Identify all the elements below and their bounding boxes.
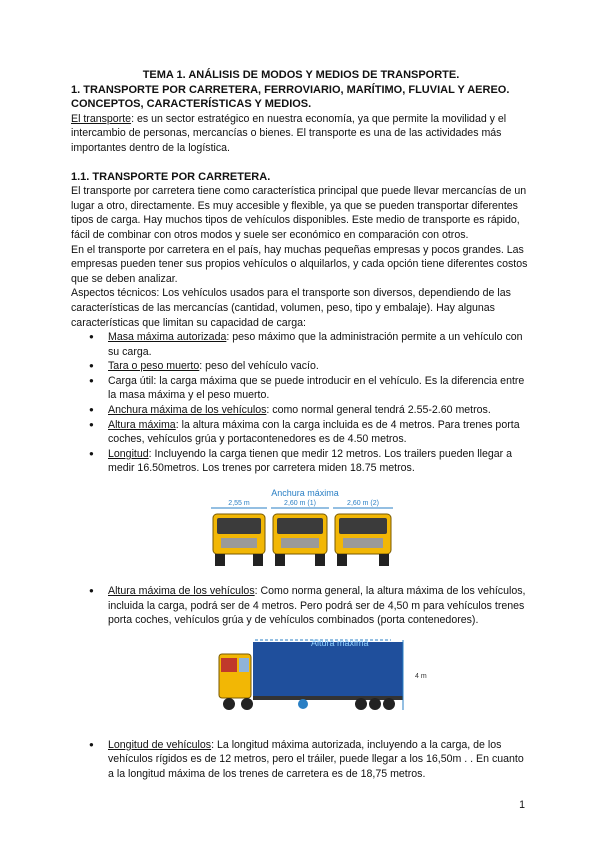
page-title: TEMA 1. ANÁLISIS DE MODOS Y MEDIOS DE TRANSPORTE. <box>142 69 460 81</box>
length-list <box>71 738 531 782</box>
list-item-text: : La longitud máxima autorizada, incluyendo a la carga, de los vehículos rígidos es de 12 metros, pero el tráiler, puede llegar a los 16,50m . . En cuanto a la longitud máxima de los trenes de carretera es de 18,75 metros. <box>108 738 524 780</box>
list-item-term: Masa máxima autorizada <box>108 331 227 344</box>
list-item-term: Altura máxima de los vehículos <box>108 585 255 598</box>
width-label-3: 2,60 m (2) <box>347 500 379 508</box>
intro-text: : es un sector estratégico en nuestra economía, ya que permite la movilidad y el intercambio de personas, mercancías o bienes. El transporte es una de las actividades más importantes dentro de la logística. <box>71 112 507 154</box>
height-list <box>71 584 531 628</box>
width-label-1: 2,55 m <box>228 500 250 508</box>
figure1-title: Anchura máxima <box>271 488 339 499</box>
truck-front-icon <box>213 514 265 566</box>
truck-width-illustration <box>71 484 531 574</box>
subsection-heading: 1.1. TRANSPORTE POR CARRETERA. <box>71 170 271 183</box>
paragraph-3: Aspectos técnicos: Los vehículos usados para el transporte son diversos, dependiendo de las características de las mercancías (cantidad, volumen, peso, tipo y embalaje). Hay algunas características que limitan su capacidad de carga: <box>71 287 511 329</box>
list-item-term: Anchura máxima de los vehículos <box>108 404 267 417</box>
figure2-title: Altura máxima <box>311 637 369 648</box>
height-label: 4 m <box>415 672 427 680</box>
list-item-term: Longitud <box>108 447 149 460</box>
truck-width-figure <box>71 484 531 574</box>
list-item-text: Carga útil: la carga máxima que se puede introducir en el vehículo. Es la diferencia entre la masa máxima y el peso muerto. <box>108 374 525 402</box>
truck-front-icon <box>273 514 327 566</box>
list-item-text: : Incluyendo la carga tienen que medir 12 metros. Los trailers pueden llegar a medir 16.50metros. Los trenes por carretera miden 18.75 metros. <box>108 447 512 475</box>
list-item <box>71 374 531 403</box>
truck-height-illustration <box>71 636 531 716</box>
truck-height-figure <box>71 636 531 716</box>
paragraph-2: En el transporte por carretera en el país, hay muchas pequeñas empresas y pocos grandes. Las empresas pueden tener sus propios vehículos o alquilarlos, y cada opción tiene diferentes costos que se deben analizar. <box>71 243 528 285</box>
list-item <box>71 584 531 628</box>
list-item-text: : como normal general tendrá 2.55-2.60 metros. <box>266 404 491 417</box>
list-item <box>71 447 531 476</box>
list-item-text: : la altura máxima con la carga incluida es de 4 metros. Para trenes porta coches, vehículos grúa y portacontenedores es de 4.50 metros. <box>108 418 520 446</box>
list-item <box>71 330 531 359</box>
width-label-2: 2,60 m (1) <box>284 500 316 508</box>
page-content <box>71 68 531 782</box>
list-item <box>71 418 531 447</box>
list-item-term: Tara o peso muerto <box>108 360 200 373</box>
section-title: 1. TRANSPORTE POR CARRETERA, FERROVIARIO, MARÍTIMO, FLUVIAL Y AEREO. CONCEPTOS, CARACTERÍSTICAS Y MEDIOS. <box>71 83 510 111</box>
truck-front-icon <box>335 514 391 566</box>
intro-paragraph <box>71 112 531 156</box>
list-item <box>71 403 531 418</box>
list-item <box>71 738 531 782</box>
list-item-text: : peso máximo que la administración permite a un vehículo con su carga. <box>108 331 523 358</box>
list-item-term: Altura máxima <box>108 418 176 431</box>
list-item-term: Longitud de vehículos <box>108 738 212 751</box>
list-item-text: : Como norma general, la altura máxima de los vehículos, incluida la carga, podrá ser de 4 metros. Pero podrá ser de 4,50 m para vehículos trenes porta coches, vehículos grúa y de vehículos combinados (porta contenedores). <box>108 585 526 627</box>
paragraph-1: El transporte por carretera tiene como característica principal que puede llevar mercancías de un lugar a otro, directamente. Es muy accesible y flexible, ya que se pueden transportar diferentes tipos de carga. Hay muchos tipos de vehículos disponibles. Este medio de transporte es rápido, fácil de combinar con otros modos y suele ser económico en comparación con otros. <box>71 185 527 241</box>
characteristics-list <box>71 330 531 476</box>
page-number: 1 <box>519 799 525 811</box>
intro-term: El transporte <box>71 112 132 125</box>
truck-side-icon <box>219 642 403 710</box>
list-item <box>71 359 531 374</box>
list-item-text: : peso del vehículo vacío. <box>199 360 319 373</box>
